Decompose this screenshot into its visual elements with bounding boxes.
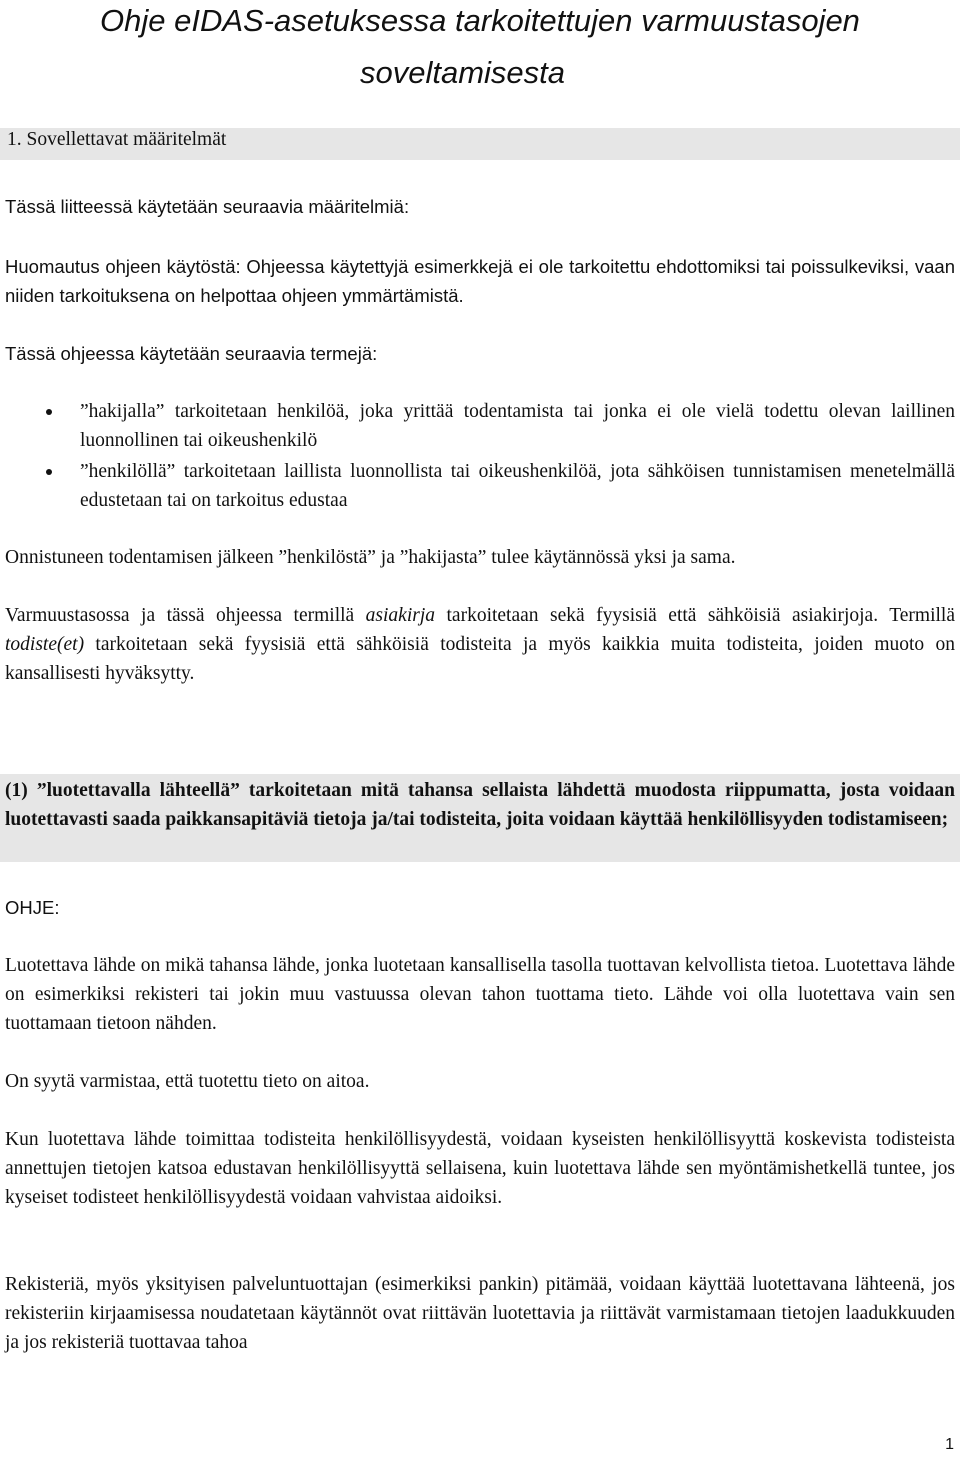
guidance-paragraph: Rekisteriä, myös yksityisen palveluntuottajan (esimerkiksi pankin) pitämää, voidaan käyttää luotettavana lähteenä, jos rekisteriin kirjaamisessa noudatetaan käytännöt ovat riittävän luotettavia ja riittävät varmistamaan tietojen laadukkuuden ja jos rekisteriä tuottavaa tahoa	[5, 1274, 955, 1353]
guidance-paragraph: Kun luotettava lähde toimittaa todisteita henkilöllisyydestä, voidaan kyseisten henkilöllisyyttä koskevista todisteista annettujen tietojen katsoa edustavan henkilöllisyyttä sellaisena, kuin luotettava lähde sen myöntämishetkellä tuntee, jos kyseiset todisteet henkilöllisyydestä voidaan vahvistaa aidoiksi.	[5, 1129, 955, 1208]
terms-intro-paragraph: Tässä ohjeessa käytetään seuraavia termejä:	[5, 343, 378, 364]
intro-paragraph: Tässä liitteessä käytetään seuraavia määritelmiä:	[5, 196, 410, 217]
page-number: 1	[945, 1436, 954, 1453]
text-span: tarkoitetaan sekä fyysisiä että sähköisiä asiakirjoja. Termillä	[435, 605, 955, 626]
term-todisteet: todiste(et)	[5, 634, 85, 655]
document-title-line-2: soveltamisesta	[360, 55, 566, 90]
guidance-paragraph: On syytä varmistaa, että tuotettu tieto on aitoa.	[5, 1071, 370, 1092]
text-span: Varmuustasossa ja tässä ohjeessa termillä	[5, 605, 366, 626]
definition-1: (1) ”luotettavalla lähteellä” tarkoitetaan mitä tahansa sellaista lähdettä muodosta riippumatta, josta voidaan luotettavasti saada paikkansapitäviä tietoja ja/tai todisteita, joita voidaan käyttää henkilöllisyyden todistamiseen;	[5, 780, 955, 830]
list-item-text: ”henkilöllä” tarkoitetaan laillista luonnollista tai oikeushenkilöä, jota sähköisen tunnistamisen menetelmällä edustetaan tai on tarkoitus edustaa	[80, 461, 955, 511]
after-bullets-paragraph: Onnistuneen todentamisen jälkeen ”henkilöstä” ja ”hakijasta” tulee käytännössä yksi ja sama.	[5, 547, 736, 568]
usage-note-paragraph: Huomautus ohjeen käytöstä: Ohjeessa käytettyjä esimerkkejä ei ole tarkoitettu ehdottomiksi tai poissulkeviksi, vaan niiden tarkoituksena on helpottaa ohjeen ymmärtämistä.	[5, 256, 955, 306]
ohje-label: OHJE:	[5, 897, 60, 918]
bullet-icon	[46, 409, 52, 415]
term-asiakirja: asiakirja	[365, 605, 436, 626]
varmuus-paragraph	[5, 601, 955, 688]
text-span: tarkoitetaan sekä fyysisiä että sähköisiä todisteita ja myös kaikkia muita todisteita, joiden muoto on kansallisesti hyväksytty.	[5, 634, 955, 684]
guidance-paragraph: Luotettava lähde on mikä tahansa lähde, jonka luotetaan kansallisella tasolla tuottavan kelvollista tietoa. Luotettava lähde on esimerkiksi rekisteri tai jokin muu vastuussa olevan tahon tuottama tieto. Lähde voi olla luotettava vain sen tuottamaan tietoon nähden.	[5, 955, 955, 1034]
document-title-line-1: Ohje eIDAS-asetuksessa tarkoitettujen varmuustasojen	[100, 3, 860, 38]
list-item-text: ”hakijalla” tarkoitetaan henkilöä, joka yrittää todentamista tai jonka ei ole vielä todettu olevan laillinen luonnollinen tai oikeushenkilö	[80, 401, 955, 451]
section-heading: 1. Sovellettavat määritelmät	[7, 129, 227, 150]
bullet-icon	[46, 469, 52, 475]
